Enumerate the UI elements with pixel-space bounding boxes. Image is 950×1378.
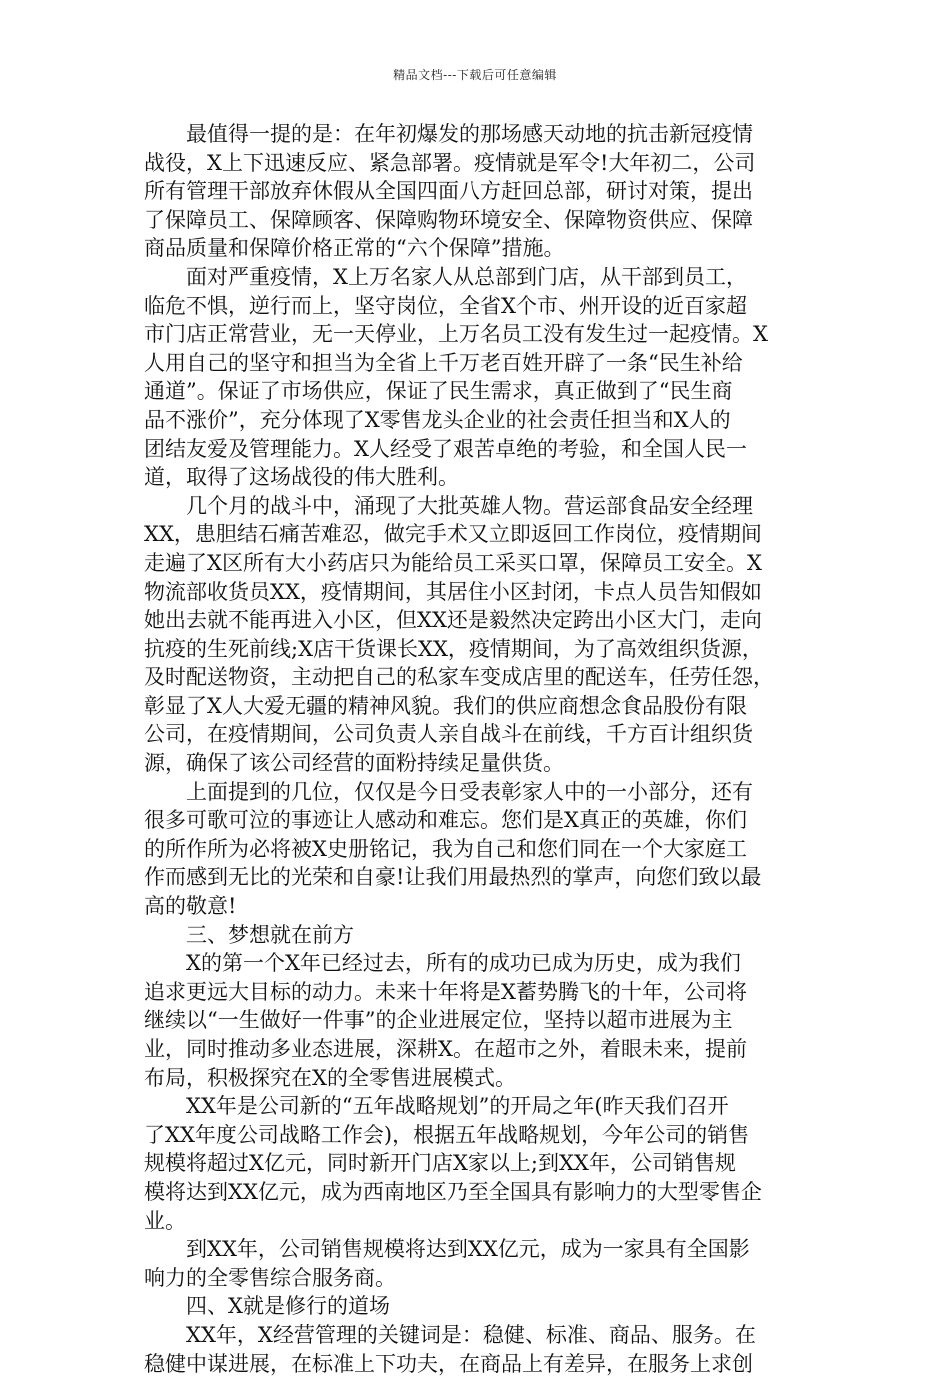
text-line: 上面提到的几位，仅仅是今日受表彰家人中的一小部分，还有 [144, 779, 753, 804]
text-line: 业。 [144, 1208, 186, 1233]
text-line: 响力的全零售综合服务商。 [144, 1265, 396, 1290]
text-line: 商品质量和保障价格正常的“六个保障”措施。 [144, 236, 565, 261]
text-line: 人用自己的坚守和担当为全省上千万老百姓开辟了一条“民生补给 [144, 350, 743, 375]
text-line: 品不涨价”，充分体现了X零售龙头企业的社会责任担当和X人的 [144, 407, 731, 432]
text-line: 四、X就是修行的道场 [144, 1294, 390, 1319]
text-line: 团结友爱及管理能力。X人经受了艰苦卓绝的考验，和全国人民一 [144, 436, 747, 461]
text-line: 走遍了X区所有大小药店只为能给员工采买口罩，保障员工安全。X [144, 550, 762, 575]
text-line: 物流部收货员XX，疫情期间，其居住小区封闭，卡点人员告知假如 [144, 579, 762, 604]
text-line: 很多可歌可泣的事迹让人感动和难忘。您们是X真正的英雄，你们 [144, 808, 747, 833]
text-line: 追求更远大目标的动力。未来十年将是X蓄势腾飞的十年，公司将 [144, 979, 747, 1004]
text-line: 面对严重疫情，X上万名家人从总部到门店，从干部到员工， [144, 264, 747, 289]
text-line: XX年是公司新的“五年战略规划”的开局之年(昨天我们召开 [144, 1094, 729, 1119]
text-line: 彰显了X人大爱无疆的精神风貌。我们的供应商想念食品股份有限 [144, 693, 747, 718]
text-line: 稳健中谋进展，在标准上下功夫，在商品上有差异，在服务上求创 [144, 1351, 753, 1376]
text-line: 高的敬意! [144, 894, 237, 919]
text-line: 三、梦想就在前方 [144, 922, 354, 947]
text-line: 战役，X上下迅速反应、紧急部署。疫情就是军令!大年初二，公司 [144, 150, 756, 175]
text-line: 了XX年度公司战略工作会)，根据五年战略规划，今年公司的销售 [144, 1122, 750, 1147]
text-line: 通道”。保证了市场供应，保证了民生需求，真正做到了“民生商 [144, 379, 733, 404]
text-line: 临危不惧，逆行而上，坚守岗位，全省X个市、州开设的近百家超 [144, 293, 747, 318]
text-line: X的第一个X年已经过去，所有的成功已成为历史，成为我们 [144, 951, 741, 976]
text-line: 及时配送物资，主动把自己的私家车变成店里的配送车，任劳任怨， [144, 665, 774, 690]
text-line: 的所作所为必将被X史册铭记，我为自己和您们同在一个大家庭工 [144, 836, 747, 861]
text-line: 规模将超过X亿元，同时新开门店X家以上;到XX年，公司销售规 [144, 1151, 736, 1176]
text-line: 布局，积极探究在X的全零售进展模式。 [144, 1065, 516, 1090]
text-line: 抗疫的生死前线;X店干货课长XX，疫情期间，为了高效组织货源， [144, 636, 763, 661]
text-line: XX，患胆结石痛苦难忍，做完手术又立即返回工作岗位，疫情期间 [144, 522, 762, 547]
document-body [144, 120, 814, 1378]
text-line: 市门店正常营业，无一天停业，上万名员工没有发生过一起疫情。X [144, 322, 768, 347]
text-line: XX年，X经营管理的关键词是：稳健、标准、商品、服务。在 [144, 1322, 756, 1347]
text-line: 继续以“一生做好一件事”的企业进展定位，坚持以超市进展为主 [144, 1008, 733, 1033]
text-line: 她出去就不能再进入小区，但XX还是毅然决定跨出小区大门，走向 [144, 608, 762, 633]
page-header: 精品文档---下载后可任意编辑 [393, 68, 557, 82]
text-line: 道，取得了这场战役的伟大胜利。 [144, 465, 459, 490]
text-line: 最值得一提的是：在年初爆发的那场感天动地的抗击新冠疫情 [144, 122, 753, 146]
text-line: 了保障员工、保障顾客、保障购物环境安全、保障物资供应、保障 [144, 207, 753, 232]
text-line: 几个月的战斗中，涌现了大批英雄人物。营运部食品安全经理 [144, 493, 753, 518]
text-line: 所有管理干部放弃休假从全国四面八方赶回总部，研讨对策，提出 [144, 179, 753, 204]
text-line: 模将达到XX亿元，成为西南地区乃至全国具有影响力的大型零售企 [144, 1179, 762, 1204]
text-line: 公司，在疫情期间，公司负责人亲自战斗在前线，千方百计组织货 [144, 722, 753, 747]
text-line: 业，同时推动多业态进展，深耕X。在超市之外，着眼未来，提前 [144, 1037, 747, 1061]
text-line: 到XX年，公司销售规模将达到XX亿元，成为一家具有全国影 [144, 1237, 750, 1262]
text-line: 源，确保了该公司经营的面粉持续足量供货。 [144, 751, 564, 776]
text-line: 作而感到无比的光荣和自豪!让我们用最热烈的掌声，向您们致以最 [144, 865, 762, 890]
